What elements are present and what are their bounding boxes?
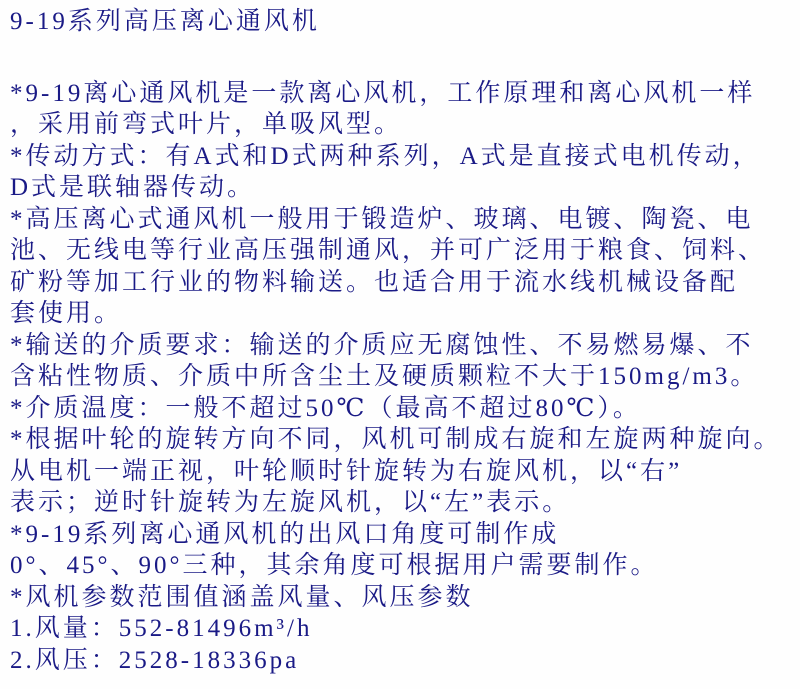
- doc-line-8: 套使用。: [10, 300, 123, 327]
- doc-line-15: *9-19系列离心通风机的出风口角度可制作成: [10, 520, 560, 548]
- doc-line-14: 表示；逆时针旋转为左旋风机，以“左”表示。: [10, 489, 571, 516]
- page-title: 9-19系列高压离心通风机: [10, 8, 320, 35]
- doc-line-16: 0°、45°、90°三种，其余角度可根据用户需要制作。: [10, 552, 659, 579]
- doc-line-12: *根据叶轮的旋转方向不同，风机可制成右旋和左旋两种旋向。: [10, 426, 782, 453]
- doc-line-6: 池、无线电等行业高压强制通风，并可广泛用于粮食、饲料、: [10, 237, 767, 264]
- doc-line-11: *介质温度：一般不超过50℃（最高不超过80℃）。: [10, 394, 641, 422]
- doc-line-17: *风机参数范围值涵盖风量、风压参数: [10, 583, 474, 611]
- doc-line-2: ，采用前弯式叶片，单吸风型。: [10, 111, 403, 138]
- doc-line-4: D式是联轴器传动。: [10, 174, 256, 201]
- doc-line-1: *9-19离心通风机是一款离心风机，工作原理和离心风机一样: [10, 79, 756, 107]
- doc-line-9: *输送的介质要求：输送的介质应无腐蚀性、不易燃易爆、不: [10, 331, 754, 359]
- blank-line: [10, 38, 796, 78]
- doc-line-13: 从电机一端正视，叶轮顺时针旋转为右旋风机，以“右”: [10, 457, 683, 485]
- doc-line-19: 2.风压：2528-18336pa: [10, 646, 300, 674]
- doc-line-3: *传动方式：有A式和D式两种系列，A式是直接式电机传动，: [10, 142, 761, 170]
- doc-line-18: 1.风量：552-81496m³/h: [10, 615, 313, 642]
- doc-line-7: 矿粉等加工行业的物料输送。也适合用于流水线机械设备配: [10, 268, 739, 296]
- doc-line-10: 含粘性物质、介质中所含尘土及硬质颗粒不大于150mg/m3。: [10, 363, 759, 390]
- doc-line-5: *高压离心式通风机一般用于锻造炉、玻璃、电镀、陶瓷、电: [10, 205, 754, 233]
